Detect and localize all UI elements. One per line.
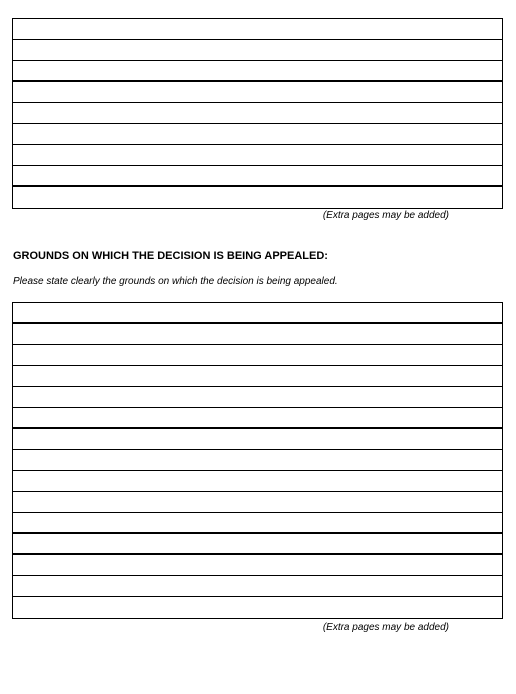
- appeal-details-lined-box[interactable]: [12, 18, 503, 209]
- writing-line[interactable]: [13, 19, 502, 40]
- writing-line[interactable]: [13, 124, 502, 145]
- grounds-lined-box[interactable]: [12, 302, 503, 619]
- writing-line[interactable]: [13, 324, 502, 345]
- writing-line[interactable]: [13, 145, 502, 166]
- writing-line[interactable]: [13, 61, 502, 82]
- writing-line[interactable]: [13, 345, 502, 366]
- writing-line[interactable]: [13, 82, 502, 103]
- writing-line[interactable]: [13, 103, 502, 124]
- grounds-heading: GROUNDS ON WHICH THE DECISION IS BEING APPEALED:: [13, 250, 328, 262]
- writing-line[interactable]: [13, 387, 502, 408]
- extra-pages-note: (Extra pages may be added): [322, 210, 449, 221]
- writing-line[interactable]: [13, 576, 502, 597]
- writing-line[interactable]: [13, 303, 502, 324]
- writing-line[interactable]: [13, 534, 502, 555]
- writing-line[interactable]: [13, 597, 502, 618]
- writing-line[interactable]: [13, 366, 502, 387]
- writing-line[interactable]: [13, 166, 502, 187]
- writing-line[interactable]: [13, 513, 502, 534]
- writing-line[interactable]: [13, 492, 502, 513]
- grounds-instruction: Please state clearly the grounds on which the decision is being appealed.: [13, 276, 338, 287]
- writing-line[interactable]: [13, 408, 502, 429]
- writing-line[interactable]: [13, 471, 502, 492]
- writing-line[interactable]: [13, 187, 502, 208]
- writing-line[interactable]: [13, 429, 502, 450]
- extra-pages-note: (Extra pages may be added): [322, 622, 449, 633]
- writing-line[interactable]: [13, 450, 502, 471]
- writing-line[interactable]: [13, 40, 502, 61]
- writing-line[interactable]: [13, 555, 502, 576]
